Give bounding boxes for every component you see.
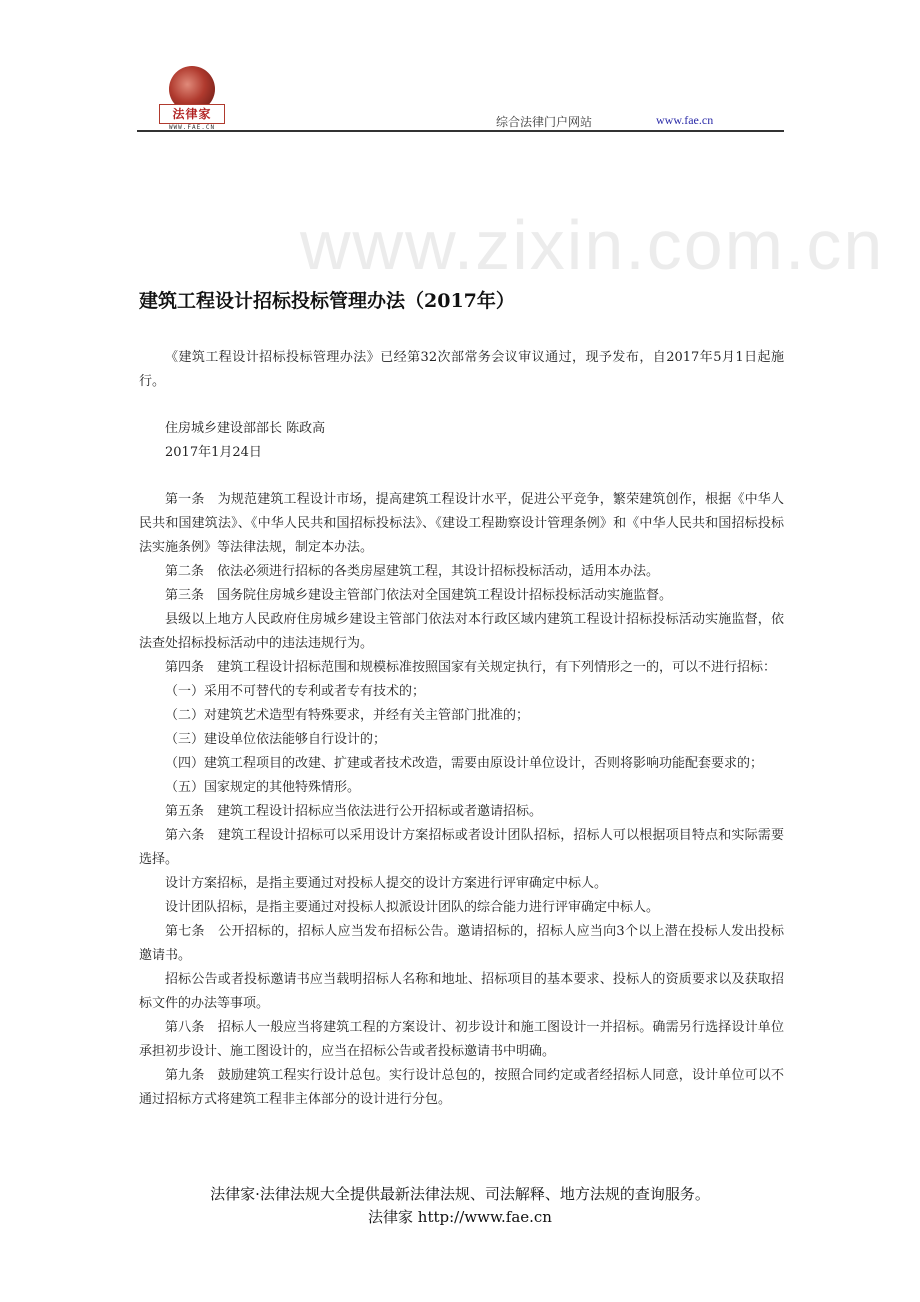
article-6-para-1: 设计方案招标，是指主要通过对投标人提交的设计方案进行评审确定中标人。: [165, 876, 608, 891]
watermark: www.zixin.com.cn: [300, 206, 885, 284]
header-divider: [137, 130, 784, 132]
article-4-item-1: （一）采用不可替代的专利或者专有技术的；: [165, 684, 426, 699]
article-4: 第四条 建筑工程设计招标范围和规模标准按照国家有关规定执行，有下列情形之一的，可以不进行招标：: [165, 660, 777, 675]
article-6-para-2: 设计团队招标，是指主要通过对投标人拟派设计团队的综合能力进行评审确定中标人。: [165, 900, 660, 915]
article-1: 第一条 为规范建筑工程设计市场，提高建筑工程设计水平，促进公平竞争，繁荣建筑创作，根据《中华人民共和国建筑法》、《中华人民共和国招标投标法》、《建设工程勘察设计管理条例》和《中华人民共和国招标投标法实施条例》等法律法规，制定本办法。: [139, 492, 784, 555]
footer-line-2[interactable]: 法律家 http://www.fae.cn: [368, 1208, 552, 1226]
fae-logo[interactable]: [157, 66, 227, 131]
logo-text: 法律家: [159, 104, 225, 124]
intro-paragraph: 《建筑工程设计招标投标管理办法》已经第32次部常务会议审议通过，现予发布，自2017年5月1日起施行。: [139, 350, 784, 389]
header-site-link[interactable]: www.fae.cn: [656, 113, 714, 127]
article-9: 第九条 鼓励建筑工程实行设计总包。实行设计总包的，按照合同约定或者经招标人同意，设计单位可以不通过招标方式将建筑工程非主体部分的设计进行分包。: [139, 1068, 784, 1107]
article-6: 第六条 建筑工程设计招标可以采用设计方案招标或者设计团队招标，招标人可以根据项目特点和实际需要选择。: [139, 828, 784, 867]
signer: 住房城乡建设部部长 陈政高: [165, 421, 326, 436]
article-5: 第五条 建筑工程设计招标应当依法进行公开招标或者邀请招标。: [165, 804, 543, 819]
header-tagline: 综合法律门户网站: [496, 115, 593, 129]
article-7-para: 招标公告或者投标邀请书应当载明招标人名称和地址、招标项目的基本要求、投标人的资质要求以及获取招标文件的办法等事项。: [139, 972, 784, 1011]
article-4-item-3: （三）建设单位依法能够自行设计的；: [165, 732, 387, 747]
article-4-item-2: （二）对建筑艺术造型有特殊要求，并经有关主管部门批准的；: [165, 708, 530, 723]
sign-date: 2017年1月24日: [165, 445, 262, 460]
article-4-item-5: （五）国家规定的其他特殊情形。: [165, 780, 361, 795]
article-2: 第二条 依法必须进行招标的各类房屋建筑工程，其设计招标投标活动，适用本办法。: [165, 564, 660, 579]
article-8: 第八条 招标人一般应当将建筑工程的方案设计、初步设计和施工图设计一并招标。确需另行选择设计单位承担初步设计、施工图设计的，应当在招标公告或者投标邀请书中明确。: [139, 1020, 784, 1059]
document-title: 建筑工程设计招标投标管理办法（2017年）: [139, 290, 515, 312]
logo-url: WWW.FAE.CN: [168, 124, 216, 131]
article-3-para: 县级以上地方人民政府住房城乡建设主管部门依法对本行政区域内建筑工程设计招标投标活动实施监督，依法查处招标投标活动中的违法违规行为。: [139, 612, 784, 651]
footer-line-1: 法律家·法律法规大全提供最新法律法规、司法解释、地方法规的查询服务。: [210, 1185, 710, 1203]
article-3: 第三条 国务院住房城乡建设主管部门依法对全国建筑工程设计招标投标活动实施监督。: [165, 588, 673, 603]
article-7: 第七条 公开招标的，招标人应当发布招标公告。邀请招标的，招标人应当向3个以上潜在投标人发出投标邀请书。: [139, 924, 784, 963]
page-header: [137, 62, 784, 132]
article-4-item-4: （四）建筑工程项目的改建、扩建或者技术改造，需要由原设计单位设计，否则将影响功能配套要求的；: [165, 756, 764, 771]
document-body: [139, 346, 784, 1112]
